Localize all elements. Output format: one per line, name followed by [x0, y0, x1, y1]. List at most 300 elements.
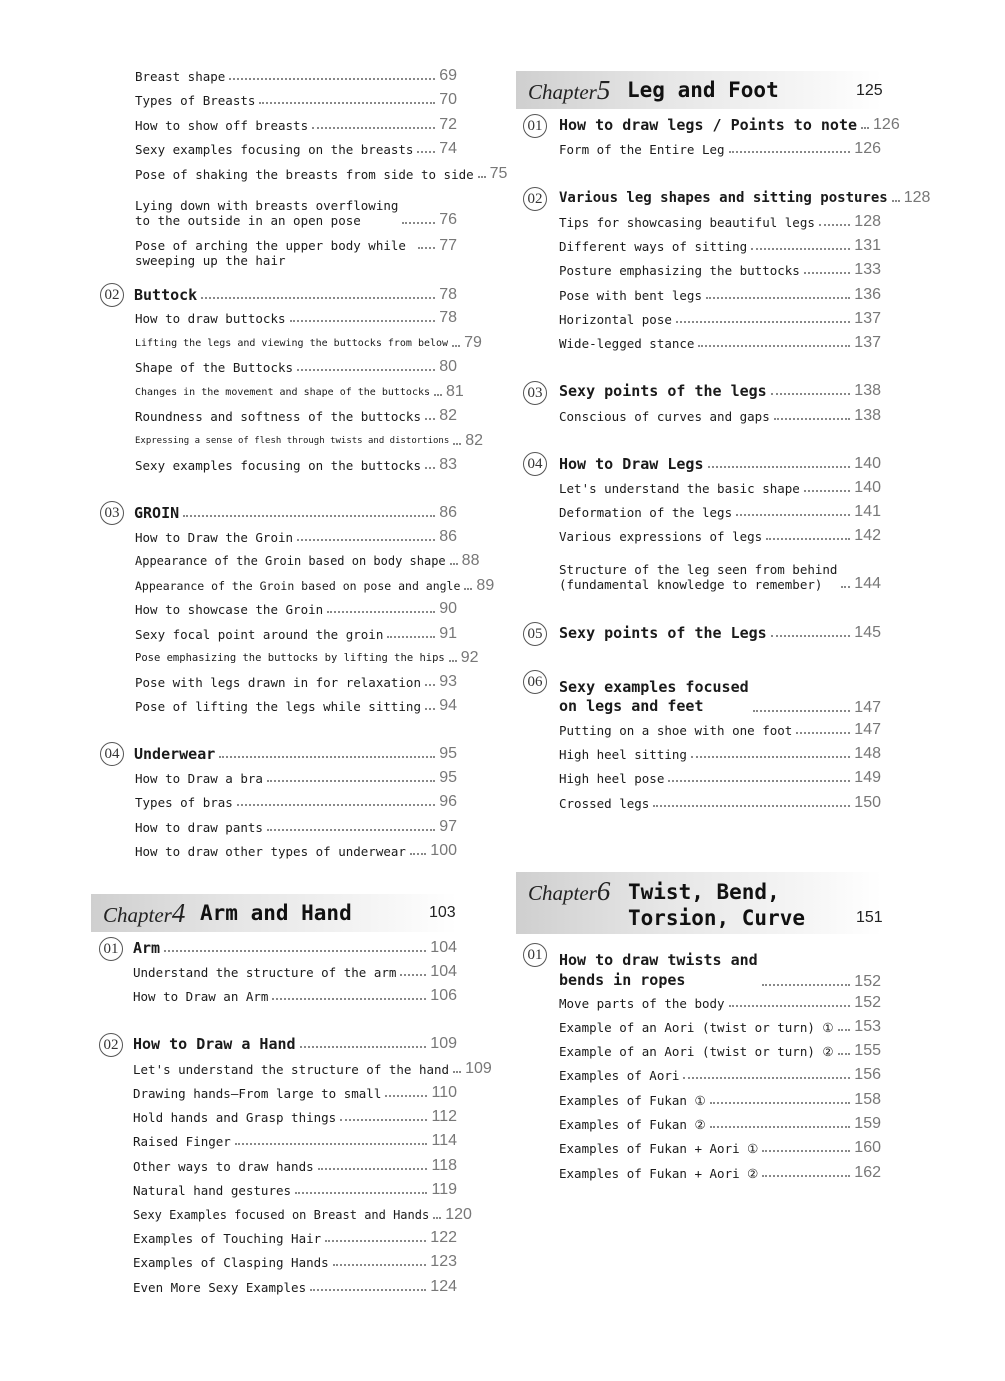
page-number: 77: [439, 237, 457, 254]
leader-dots: [300, 1046, 427, 1048]
section-title: Sexy points of the legs: [559, 382, 767, 400]
toc-entry[interactable]: [135, 68, 457, 84]
chapter-page: 151: [856, 909, 883, 926]
leader-dots: [402, 222, 435, 224]
leader-dots: [676, 321, 850, 323]
page-number: 92: [460, 649, 479, 666]
page-number: 78: [439, 309, 457, 326]
section-heading[interactable]: [559, 189, 931, 206]
page-number: 126: [873, 116, 900, 133]
leader-dots: [453, 1071, 461, 1073]
entry-title: Other ways to draw hands: [133, 1159, 314, 1174]
entry-title: Raised Finger: [133, 1134, 231, 1149]
toc-entry[interactable]: [135, 794, 457, 810]
page-number: 142: [854, 527, 881, 544]
entry-title: Lying down with breasts overflowing to the outside in an open pose: [135, 198, 399, 228]
page-number: 114: [431, 1132, 457, 1149]
leader-dots: [164, 950, 426, 952]
page-number: 152: [854, 973, 881, 990]
chapter-label: [528, 876, 610, 907]
page-number: 137: [854, 334, 881, 351]
section-title: How to draw legs / Points to note: [559, 116, 858, 134]
leader-dots: [708, 466, 851, 468]
leader-dots: [766, 538, 850, 540]
leader-dots: [333, 1264, 427, 1266]
leader-dots: [771, 635, 851, 637]
page-number: 160: [854, 1139, 881, 1156]
page-number: 118: [431, 1157, 457, 1174]
entry-title: Posture emphasizing the buttocks: [559, 263, 800, 278]
section-number-badge: 03: [100, 501, 124, 525]
page-number: 106: [430, 987, 457, 1004]
section-number-badge: 04: [100, 742, 124, 766]
section-heading[interactable]: [559, 678, 881, 716]
leader-dots: [736, 514, 850, 516]
toc-entry[interactable]: [135, 165, 508, 182]
entry-title: Examples of Fukan + Aori ①: [559, 1141, 759, 1156]
section-title: How to draw twists and bends in ropes: [559, 951, 758, 989]
section-title: How to Draw Legs: [559, 455, 704, 473]
entry-title: Sexy focal point around the groin: [135, 627, 384, 642]
page-number: 124: [430, 1278, 457, 1295]
entry-title: Crossed legs: [559, 796, 650, 811]
leader-dots: [841, 586, 850, 588]
leader-dots: [771, 393, 851, 395]
entry-title: How to Draw the Groin: [135, 530, 294, 545]
toc-entry[interactable]: [559, 1043, 881, 1059]
page-number: 140: [854, 479, 881, 496]
section-heading[interactable]: [559, 950, 881, 990]
page-number: 147: [854, 699, 881, 716]
entry-title: Pose with bent legs: [559, 288, 702, 303]
page-number: 72: [439, 116, 457, 133]
section-heading[interactable]: [133, 940, 457, 956]
leader-dots: [751, 248, 850, 250]
toc-entry[interactable]: [135, 117, 457, 133]
chapter-word: Chapter: [528, 80, 597, 104]
chapter-page: 125: [856, 82, 883, 99]
entry-title: Pose with legs drawn in for relaxation: [135, 675, 421, 690]
entry-title: High heel pose: [559, 771, 665, 786]
entry-title: How to draw pants: [135, 820, 263, 835]
leader-dots: [453, 443, 461, 445]
page-number: 70: [439, 91, 457, 108]
leader-dots: [418, 247, 435, 249]
toc-entry[interactable]: [135, 649, 479, 666]
entry-title: Shape of the Buttocks: [135, 360, 294, 375]
page-number: 128: [854, 213, 881, 230]
chapter-banner[interactable]: [516, 872, 882, 934]
toc-entry[interactable]: [135, 819, 457, 835]
page-number: 158: [854, 1091, 881, 1108]
page-number: 159: [854, 1115, 881, 1132]
page-number: 155: [854, 1042, 881, 1059]
leader-dots: [434, 394, 442, 396]
page-number: 128: [903, 189, 931, 206]
page-number: 88: [461, 552, 480, 569]
leader-dots: [417, 151, 435, 153]
entry-title: High heel sitting: [559, 747, 687, 762]
chapter-number: 4: [171, 898, 186, 928]
toc-entry[interactable]: [559, 214, 881, 230]
section-heading[interactable]: [134, 287, 457, 303]
entry-title: How to show off breasts: [135, 118, 309, 133]
toc-entry[interactable]: [135, 601, 457, 617]
toc-entry[interactable]: [559, 504, 881, 520]
toc-entry[interactable]: [135, 674, 457, 690]
entry-title: Appearance of the Groin based on body shape: [135, 554, 446, 568]
chapter-word: Chapter: [103, 903, 172, 927]
toc-entry[interactable]: [135, 383, 464, 400]
chapter-title: Arm and Hand: [200, 901, 352, 925]
page-number: 162: [854, 1164, 881, 1181]
leader-dots: [452, 345, 460, 347]
page-number: 120: [445, 1206, 472, 1223]
page-number: 149: [854, 769, 881, 786]
page-number: 150: [854, 794, 881, 811]
page-number: 76: [439, 211, 457, 228]
toc-entry[interactable]: [135, 770, 457, 786]
page-number: 110: [431, 1084, 457, 1101]
toc-entry[interactable]: [135, 408, 457, 424]
section-number-badge: 04: [523, 452, 547, 476]
toc-entry[interactable]: [135, 198, 457, 228]
entry-title: Even More Sexy Examples: [133, 1280, 307, 1295]
page-number: 97: [439, 818, 457, 835]
page-number: 104: [430, 963, 457, 980]
toc-entry[interactable]: [135, 359, 457, 375]
page-number: 89: [476, 577, 495, 594]
leader-dots: [400, 974, 426, 976]
section-heading[interactable]: [559, 456, 881, 472]
toc-entry[interactable]: [133, 1254, 457, 1270]
entry-title: Expressing a sense of flesh through twists and distortions: [135, 436, 450, 446]
section-title: Various leg shapes and sitting postures: [559, 190, 888, 206]
entry-title: Examples of Touching Hair: [133, 1231, 322, 1246]
leader-dots: [235, 1143, 428, 1145]
entry-title: How to Draw an Arm: [133, 989, 269, 1004]
toc-entry[interactable]: [135, 141, 457, 157]
section-number-badge: 03: [523, 381, 547, 405]
entry-title: Examples of Fukan ②: [559, 1117, 706, 1132]
leader-dots: [762, 1150, 850, 1152]
page-number: 95: [439, 769, 457, 786]
toc-entry[interactable]: [559, 995, 881, 1011]
toc-entry[interactable]: [559, 141, 881, 157]
chapter-title: Leg and Foot: [627, 78, 779, 102]
chapter-page: 103: [429, 904, 456, 921]
toc-entry[interactable]: [135, 843, 457, 859]
toc-entry[interactable]: [559, 311, 881, 327]
leader-dots: [796, 732, 850, 734]
toc-entry[interactable]: [559, 770, 881, 786]
toc-entry[interactable]: [133, 1085, 457, 1101]
entry-title: Putting on a shoe with one foot: [559, 723, 793, 738]
entry-title: How to showcase the Groin: [135, 602, 324, 617]
toc-entry[interactable]: [559, 1116, 881, 1132]
leader-dots: [838, 1053, 851, 1055]
chapter-number: 5: [596, 75, 611, 105]
page-number: 141: [854, 503, 881, 520]
toc-entry[interactable]: [135, 238, 457, 268]
chapter-title: Twist, Bend, Torsion, Curve: [628, 880, 806, 930]
entry-title: Drawing hands—From large to small: [133, 1086, 382, 1101]
section-title: Buttock: [134, 286, 198, 304]
page-number: 100: [430, 842, 457, 859]
toc-entry[interactable]: [135, 577, 495, 594]
toc-entry[interactable]: [133, 1206, 472, 1223]
page-number: 148: [854, 745, 881, 762]
leader-dots: [295, 1192, 427, 1194]
section-heading[interactable]: [134, 746, 457, 762]
leader-dots: [229, 78, 435, 80]
toc-entry[interactable]: [133, 964, 457, 980]
toc-entry[interactable]: [135, 698, 457, 714]
entry-title: Examples of Aori: [559, 1068, 680, 1083]
section-number-badge: 02: [99, 1033, 123, 1057]
section-number-badge: 02: [100, 283, 124, 307]
page-number: 122: [430, 1229, 457, 1246]
section-number-badge: 01: [523, 114, 547, 138]
page-number: 145: [854, 624, 881, 641]
entry-title: Lifting the legs and viewing the buttocks from below: [135, 338, 449, 349]
leader-dots: [425, 708, 435, 710]
leader-dots: [729, 1005, 851, 1007]
toc-entry[interactable]: [133, 1158, 457, 1174]
page-number: 133: [854, 261, 881, 278]
section-heading[interactable]: [133, 1036, 457, 1052]
section-number-badge: 01: [523, 943, 547, 967]
page-number: 131: [854, 237, 881, 254]
section-title: Sexy points of the Legs: [559, 624, 767, 642]
toc-entry[interactable]: [133, 1230, 457, 1246]
toc-entry[interactable]: [559, 795, 881, 811]
leader-dots: [310, 1289, 426, 1291]
leader-dots: [297, 539, 435, 541]
leader-dots: [290, 320, 436, 322]
entry-title: Examples of Fukan + Aori ②: [559, 1166, 759, 1181]
leader-dots: [698, 345, 850, 347]
entry-title: Natural hand gestures: [133, 1183, 292, 1198]
page-number: 156: [854, 1066, 881, 1083]
toc-entry[interactable]: [133, 988, 457, 1004]
toc-entry[interactable]: [135, 457, 457, 473]
leader-dots: [729, 151, 851, 153]
page-number: 147: [854, 721, 881, 738]
leader-dots: [683, 1077, 850, 1079]
leader-dots: [385, 1095, 427, 1097]
entry-title: Sexy examples focusing on the buttocks: [135, 458, 421, 473]
page-number: 86: [439, 528, 457, 545]
leader-dots: [312, 127, 435, 129]
section-title: How to Draw a Hand: [133, 1035, 296, 1053]
page-number: 112: [431, 1108, 457, 1125]
leader-dots: [267, 829, 435, 831]
leader-dots: [668, 780, 850, 782]
toc-entry[interactable]: [559, 562, 881, 592]
toc-entry[interactable]: [559, 287, 881, 303]
leader-dots: [425, 467, 435, 469]
section-heading[interactable]: [559, 116, 900, 134]
toc-entry[interactable]: [559, 480, 881, 496]
page-number: 152: [854, 994, 881, 1011]
page-number: 95: [439, 745, 457, 762]
leader-dots: [183, 515, 435, 517]
page-number: 104: [430, 939, 457, 956]
toc-entry[interactable]: [559, 1165, 881, 1181]
leader-dots: [237, 804, 435, 806]
page-number: 82: [439, 407, 457, 424]
toc-entry[interactable]: [559, 1092, 881, 1108]
page-number: 126: [854, 140, 881, 157]
leader-dots: [710, 1102, 851, 1104]
leader-dots: [433, 1217, 441, 1219]
toc-entry[interactable]: [559, 408, 881, 424]
toc-entry[interactable]: [559, 262, 881, 278]
leader-dots: [259, 102, 435, 104]
leader-dots: [753, 710, 851, 712]
entry-title: Understand the structure of the arm: [133, 965, 397, 980]
page-number: 109: [465, 1060, 492, 1077]
entry-title: Pose emphasizing the buttocks by lifting the hips: [135, 652, 445, 664]
entry-title: Examples of Clasping Hands: [133, 1255, 329, 1270]
page-number: 96: [439, 793, 457, 810]
entry-title: Hold hands and Grasp things: [133, 1110, 337, 1125]
leader-dots: [219, 756, 435, 758]
entry-title: Move parts of the body: [559, 996, 725, 1011]
entry-title: Different ways of sitting: [559, 239, 748, 254]
toc-entry[interactable]: [135, 626, 457, 642]
leader-dots: [449, 660, 457, 662]
leader-dots: [425, 418, 435, 420]
toc-entry[interactable]: [559, 1140, 881, 1156]
leader-dots: [691, 756, 850, 758]
entry-title: Form of the Entire Leg: [559, 142, 725, 157]
section-heading[interactable]: [134, 505, 457, 521]
leader-dots: [710, 1126, 851, 1128]
page-number: 86: [439, 504, 457, 521]
entry-title: Example of an Aori (twist or turn) ②: [559, 1044, 834, 1059]
page-number: 83: [439, 456, 457, 473]
chapter-number: 6: [596, 876, 611, 906]
toc-entry[interactable]: [135, 529, 457, 545]
page-number: 119: [431, 1181, 457, 1198]
toc-entry[interactable]: [133, 1133, 457, 1149]
leader-dots: [318, 1168, 428, 1170]
toc-entry[interactable]: [133, 1279, 457, 1295]
leader-dots: [762, 984, 851, 986]
section-number-badge: 01: [99, 937, 123, 961]
chapter-label: [103, 898, 185, 929]
page-number: 81: [446, 383, 464, 400]
page-number: 91: [439, 625, 457, 642]
toc-entry[interactable]: [133, 1109, 457, 1125]
page-number: 90: [439, 600, 457, 617]
entry-title: Tips for showcasing beautiful legs: [559, 215, 815, 230]
toc-entry[interactable]: [135, 432, 484, 449]
leader-dots: [762, 1175, 850, 1177]
entry-title: Sexy examples focusing on the breasts: [135, 142, 414, 157]
leader-dots: [267, 780, 435, 782]
section-number-badge: 06: [523, 670, 547, 694]
toc-entry[interactable]: [135, 92, 457, 108]
section-heading[interactable]: [559, 383, 881, 399]
leader-dots: [325, 1240, 426, 1242]
entry-title: Deformation of the legs: [559, 505, 733, 520]
leader-dots: [201, 297, 435, 299]
entry-title: Roundness and softness of the buttocks: [135, 409, 421, 424]
toc-entry[interactable]: [559, 335, 881, 351]
toc-entry[interactable]: [559, 238, 881, 254]
section-title: Sexy examples focused on legs and feet: [559, 678, 749, 715]
chapter-banner[interactable]: [516, 71, 882, 109]
page-number: 140: [854, 455, 881, 472]
toc-entry[interactable]: [135, 552, 480, 569]
toc-entry[interactable]: [133, 1060, 492, 1077]
leader-dots: [464, 588, 472, 590]
chapter-banner[interactable]: [91, 894, 457, 932]
page-number: 75: [489, 165, 508, 182]
section-title: Arm: [133, 939, 161, 957]
leader-dots: [450, 563, 458, 565]
page-number: 109: [430, 1035, 457, 1052]
entry-title: Examples of Fukan ①: [559, 1093, 706, 1108]
entry-title: Various expressions of legs: [559, 529, 763, 544]
leader-dots: [297, 369, 435, 371]
page-number: 69: [439, 67, 457, 84]
entry-title: Wide-legged stance: [559, 336, 695, 351]
leader-dots: [861, 127, 869, 129]
page-number: 136: [854, 286, 881, 303]
entry-title: Breast shape: [135, 69, 226, 84]
toc-entry[interactable]: [559, 722, 881, 738]
entry-title: How to draw other types of underwear: [135, 844, 406, 859]
page-number: 78: [439, 286, 457, 303]
entry-title: How to Draw a bra: [135, 771, 263, 786]
toc-entry[interactable]: [559, 1019, 881, 1035]
leader-dots: [410, 853, 426, 855]
page-number: 82: [465, 432, 484, 449]
leader-dots: [478, 176, 486, 178]
toc-entry[interactable]: [559, 528, 881, 544]
toc-entry[interactable]: [135, 310, 457, 326]
toc-entry[interactable]: [559, 746, 881, 762]
toc-entry[interactable]: [559, 1067, 881, 1083]
page-number: 79: [464, 334, 482, 351]
page-number: 74: [439, 140, 457, 157]
entry-title: Conscious of curves and gaps: [559, 409, 770, 424]
toc-entry[interactable]: [133, 1182, 457, 1198]
page-number: 138: [854, 382, 881, 399]
toc-entry[interactable]: [135, 334, 482, 351]
leader-dots: [340, 1119, 427, 1121]
page-number: 153: [854, 1018, 881, 1035]
section-number-badge: 05: [523, 622, 547, 646]
section-heading[interactable]: [559, 625, 881, 641]
leader-dots: [653, 805, 850, 807]
leader-dots: [272, 998, 426, 1000]
chapter-label: [528, 75, 610, 106]
entry-title: Pose of lifting the legs while sitting: [135, 699, 421, 714]
page-number: 94: [439, 697, 457, 714]
entry-title: Structure of the leg seen from behind (fundamental knowledge to remember): [559, 562, 838, 592]
entry-title: Let's understand the structure of the hand: [133, 1062, 450, 1077]
entry-title: Pose of shaking the breasts from side to side: [135, 167, 474, 182]
page-number: 137: [854, 310, 881, 327]
section-title: GROIN: [134, 504, 180, 522]
leader-dots: [425, 684, 435, 686]
entry-title: Sexy Examples focused on Breast and Hands: [133, 1208, 430, 1222]
